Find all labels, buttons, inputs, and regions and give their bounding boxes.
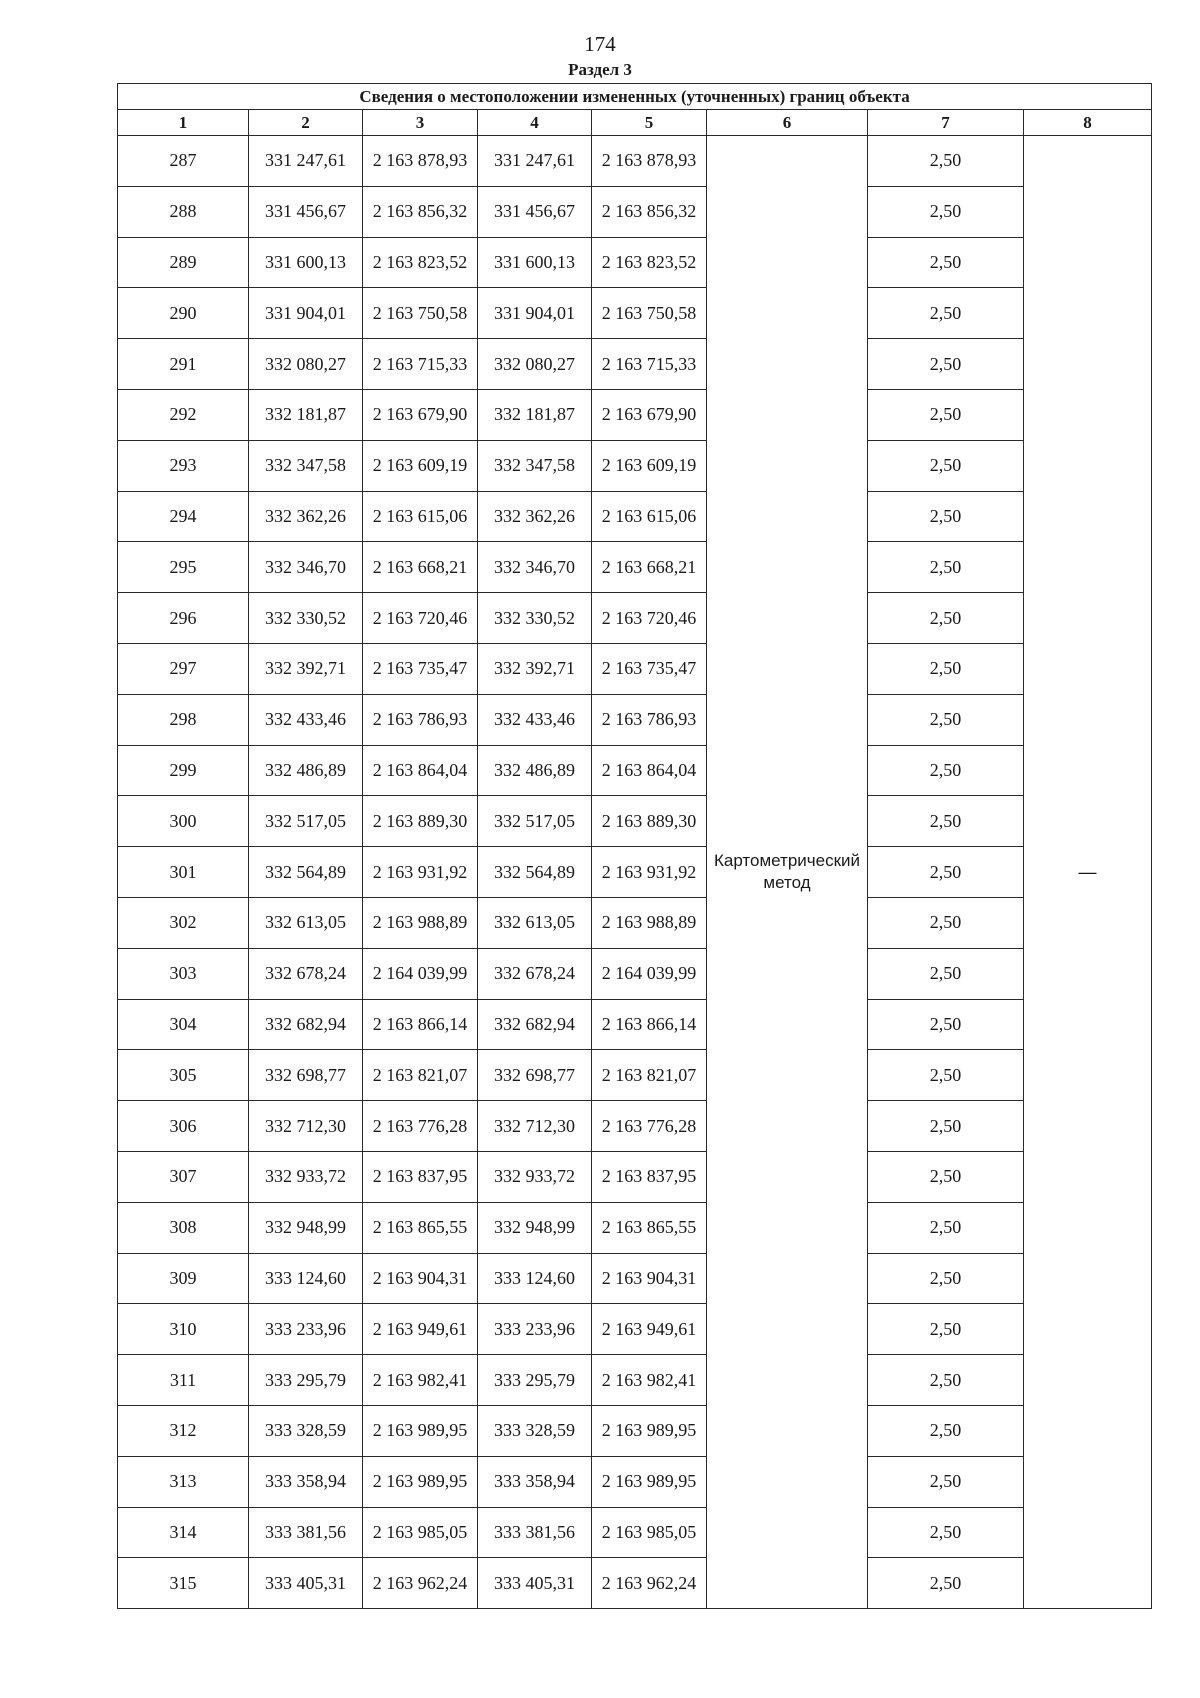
method-cell: Картометрический метод [707,136,868,1609]
y-existing-cell: 2 163 889,30 [363,796,478,847]
table-row [118,186,1152,237]
y-existing-cell: 2 163 985,05 [363,1507,478,1558]
y-refined-cell: 2 163 821,07 [592,1050,707,1101]
point-number-cell: 295 [118,542,249,593]
table-row [118,643,1152,694]
y-existing-cell: 2 163 856,32 [363,186,478,237]
x-refined-cell: 331 904,01 [478,288,592,339]
column-number-6: 6 [707,110,868,136]
x-existing-cell: 332 933,72 [249,1151,363,1202]
column-number-5: 5 [592,110,707,136]
table-row [118,1253,1152,1304]
x-refined-cell: 332 181,87 [478,389,592,440]
table-row [118,491,1152,542]
table-row [118,1304,1152,1355]
x-existing-cell: 332 392,71 [249,643,363,694]
y-existing-cell: 2 163 988,89 [363,897,478,948]
x-existing-cell: 333 124,60 [249,1253,363,1304]
x-refined-cell: 331 247,61 [478,136,592,187]
y-existing-cell: 2 163 866,14 [363,999,478,1050]
x-existing-cell: 333 295,79 [249,1355,363,1406]
x-refined-cell: 332 346,70 [478,542,592,593]
x-refined-cell: 332 080,27 [478,339,592,390]
y-existing-cell: 2 163 865,55 [363,1202,478,1253]
y-refined-cell: 2 164 039,99 [592,948,707,999]
y-existing-cell: 2 163 931,92 [363,847,478,898]
accuracy-cell: 2,50 [868,136,1024,187]
table-row [118,339,1152,390]
point-number-cell: 293 [118,440,249,491]
y-existing-cell: 2 163 878,93 [363,136,478,187]
point-number-cell: 312 [118,1405,249,1456]
x-existing-cell: 333 405,31 [249,1558,363,1609]
point-number-cell: 305 [118,1050,249,1101]
x-existing-cell: 333 328,59 [249,1405,363,1456]
y-existing-cell: 2 163 962,24 [363,1558,478,1609]
accuracy-cell: 2,50 [868,948,1024,999]
table-row [118,999,1152,1050]
point-number-cell: 288 [118,186,249,237]
y-refined-cell: 2 163 878,93 [592,136,707,187]
y-refined-cell: 2 163 982,41 [592,1355,707,1406]
accuracy-cell: 2,50 [868,491,1024,542]
accuracy-cell: 2,50 [868,389,1024,440]
y-refined-cell: 2 163 931,92 [592,847,707,898]
table-row [118,237,1152,288]
column-number-2: 2 [249,110,363,136]
accuracy-cell: 2,50 [868,1405,1024,1456]
point-number-cell: 306 [118,1101,249,1152]
point-number-cell: 300 [118,796,249,847]
point-number-cell: 314 [118,1507,249,1558]
accuracy-cell: 2,50 [868,440,1024,491]
point-number-cell: 315 [118,1558,249,1609]
x-refined-cell: 332 682,94 [478,999,592,1050]
table-row [118,1101,1152,1152]
x-existing-cell: 332 362,26 [249,491,363,542]
accuracy-cell: 2,50 [868,339,1024,390]
x-refined-cell: 332 613,05 [478,897,592,948]
y-refined-cell: 2 163 856,32 [592,186,707,237]
column-number-8: 8 [1024,110,1152,136]
y-refined-cell: 2 163 949,61 [592,1304,707,1355]
x-refined-cell: 333 358,94 [478,1456,592,1507]
table-row [118,694,1152,745]
y-refined-cell: 2 163 989,95 [592,1456,707,1507]
point-number-cell: 299 [118,745,249,796]
accuracy-cell: 2,50 [868,1151,1024,1202]
x-refined-cell: 332 564,89 [478,847,592,898]
table-row [118,288,1152,339]
column-number-1: 1 [118,110,249,136]
x-refined-cell: 332 698,77 [478,1050,592,1101]
y-refined-cell: 2 163 609,19 [592,440,707,491]
table-row [118,745,1152,796]
y-existing-cell: 2 163 823,52 [363,237,478,288]
x-existing-cell: 332 613,05 [249,897,363,948]
y-existing-cell: 2 163 735,47 [363,643,478,694]
table-body [118,136,1152,1609]
y-existing-cell: 2 164 039,99 [363,948,478,999]
table-row [118,1507,1152,1558]
table-row [118,593,1152,644]
y-existing-cell: 2 163 615,06 [363,491,478,542]
accuracy-cell: 2,50 [868,745,1024,796]
accuracy-cell: 2,50 [868,694,1024,745]
y-refined-cell: 2 163 750,58 [592,288,707,339]
point-number-cell: 313 [118,1456,249,1507]
table-row [118,1151,1152,1202]
point-number-cell: 294 [118,491,249,542]
y-existing-cell: 2 163 982,41 [363,1355,478,1406]
accuracy-cell: 2,50 [868,593,1024,644]
y-existing-cell: 2 163 668,21 [363,542,478,593]
x-existing-cell: 332 433,46 [249,694,363,745]
table-row [118,1558,1152,1609]
y-refined-cell: 2 163 889,30 [592,796,707,847]
y-existing-cell: 2 163 776,28 [363,1101,478,1152]
y-existing-cell: 2 163 609,19 [363,440,478,491]
x-existing-cell: 331 247,61 [249,136,363,187]
x-refined-cell: 332 486,89 [478,745,592,796]
y-refined-cell: 2 163 776,28 [592,1101,707,1152]
y-existing-cell: 2 163 989,95 [363,1405,478,1456]
x-existing-cell: 332 181,87 [249,389,363,440]
accuracy-cell: 2,50 [868,999,1024,1050]
point-number-cell: 301 [118,847,249,898]
x-refined-cell: 333 295,79 [478,1355,592,1406]
x-existing-cell: 333 358,94 [249,1456,363,1507]
y-refined-cell: 2 163 865,55 [592,1202,707,1253]
table-row [118,796,1152,847]
section-title: Раздел 3 [568,60,632,79]
y-existing-cell: 2 163 715,33 [363,339,478,390]
y-refined-cell: 2 163 668,21 [592,542,707,593]
table-row [118,1456,1152,1507]
accuracy-cell: 2,50 [868,643,1024,694]
x-refined-cell: 333 381,56 [478,1507,592,1558]
x-existing-cell: 332 682,94 [249,999,363,1050]
y-refined-cell: 2 163 837,95 [592,1151,707,1202]
accuracy-cell: 2,50 [868,847,1024,898]
table-title: Сведения о местоположении измененных (уточненных) границ объекта [118,84,1152,110]
x-refined-cell: 332 933,72 [478,1151,592,1202]
y-refined-cell: 2 163 988,89 [592,897,707,948]
x-existing-cell: 332 517,05 [249,796,363,847]
x-refined-cell: 332 948,99 [478,1202,592,1253]
column-number-4: 4 [478,110,592,136]
point-number-cell: 302 [118,897,249,948]
accuracy-cell: 2,50 [868,897,1024,948]
accuracy-cell: 2,50 [868,288,1024,339]
table-row [118,542,1152,593]
x-refined-cell: 331 456,67 [478,186,592,237]
x-refined-cell: 333 405,31 [478,1558,592,1609]
x-refined-cell: 332 362,26 [478,491,592,542]
table-row [118,1202,1152,1253]
x-existing-cell: 332 564,89 [249,847,363,898]
accuracy-cell: 2,50 [868,1304,1024,1355]
table-row [118,1355,1152,1406]
x-existing-cell: 332 346,70 [249,542,363,593]
y-existing-cell: 2 163 786,93 [363,694,478,745]
x-refined-cell: 332 347,58 [478,440,592,491]
accuracy-cell: 2,50 [868,1101,1024,1152]
point-number-cell: 287 [118,136,249,187]
note-cell: — [1024,136,1152,1609]
x-existing-cell: 332 080,27 [249,339,363,390]
y-existing-cell: 2 163 904,31 [363,1253,478,1304]
point-number-cell: 296 [118,593,249,644]
point-number-cell: 311 [118,1355,249,1406]
x-existing-cell: 333 233,96 [249,1304,363,1355]
x-refined-cell: 333 124,60 [478,1253,592,1304]
table-row [118,389,1152,440]
point-number-cell: 292 [118,389,249,440]
y-existing-cell: 2 163 821,07 [363,1050,478,1101]
x-refined-cell: 332 433,46 [478,694,592,745]
table-row [118,1050,1152,1101]
y-refined-cell: 2 163 823,52 [592,237,707,288]
table-row [118,948,1152,999]
x-existing-cell: 331 904,01 [249,288,363,339]
x-existing-cell: 333 381,56 [249,1507,363,1558]
accuracy-cell: 2,50 [868,796,1024,847]
accuracy-cell: 2,50 [868,1558,1024,1609]
point-number-cell: 310 [118,1304,249,1355]
x-existing-cell: 331 600,13 [249,237,363,288]
table-row [118,440,1152,491]
x-existing-cell: 332 347,58 [249,440,363,491]
point-number-cell: 308 [118,1202,249,1253]
point-number-cell: 307 [118,1151,249,1202]
y-refined-cell: 2 163 985,05 [592,1507,707,1558]
x-refined-cell: 333 328,59 [478,1405,592,1456]
column-number-7: 7 [868,110,1024,136]
x-refined-cell: 332 392,71 [478,643,592,694]
x-existing-cell: 332 486,89 [249,745,363,796]
page-number: 174 [584,32,616,56]
y-existing-cell: 2 163 864,04 [363,745,478,796]
y-refined-cell: 2 163 679,90 [592,389,707,440]
y-refined-cell: 2 163 720,46 [592,593,707,644]
point-number-cell: 304 [118,999,249,1050]
point-number-cell: 290 [118,288,249,339]
table-title-row [118,84,1152,110]
x-refined-cell: 331 600,13 [478,237,592,288]
point-number-cell: 291 [118,339,249,390]
x-existing-cell: 331 456,67 [249,186,363,237]
y-refined-cell: 2 163 866,14 [592,999,707,1050]
point-number-cell: 309 [118,1253,249,1304]
x-existing-cell: 332 698,77 [249,1050,363,1101]
y-refined-cell: 2 163 904,31 [592,1253,707,1304]
accuracy-cell: 2,50 [868,237,1024,288]
y-existing-cell: 2 163 949,61 [363,1304,478,1355]
x-existing-cell: 332 678,24 [249,948,363,999]
x-refined-cell: 332 330,52 [478,593,592,644]
y-refined-cell: 2 163 735,47 [592,643,707,694]
accuracy-cell: 2,50 [868,186,1024,237]
table-row [118,136,1152,187]
x-existing-cell: 332 712,30 [249,1101,363,1152]
table-row [118,847,1152,898]
y-refined-cell: 2 163 786,93 [592,694,707,745]
y-existing-cell: 2 163 720,46 [363,593,478,644]
point-number-cell: 289 [118,237,249,288]
table-row [118,897,1152,948]
accuracy-cell: 2,50 [868,1355,1024,1406]
x-refined-cell: 332 712,30 [478,1101,592,1152]
y-refined-cell: 2 163 715,33 [592,339,707,390]
x-refined-cell: 333 233,96 [478,1304,592,1355]
point-number-cell: 303 [118,948,249,999]
accuracy-cell: 2,50 [868,1253,1024,1304]
accuracy-cell: 2,50 [868,1202,1024,1253]
y-refined-cell: 2 163 864,04 [592,745,707,796]
x-refined-cell: 332 517,05 [478,796,592,847]
y-existing-cell: 2 163 837,95 [363,1151,478,1202]
x-existing-cell: 332 948,99 [249,1202,363,1253]
accuracy-cell: 2,50 [868,1456,1024,1507]
accuracy-cell: 2,50 [868,542,1024,593]
table-row [118,1405,1152,1456]
y-existing-cell: 2 163 679,90 [363,389,478,440]
point-number-cell: 298 [118,694,249,745]
y-existing-cell: 2 163 989,95 [363,1456,478,1507]
y-refined-cell: 2 163 962,24 [592,1558,707,1609]
accuracy-cell: 2,50 [868,1507,1024,1558]
column-number-3: 3 [363,110,478,136]
coordinates-table [117,83,1152,1609]
x-refined-cell: 332 678,24 [478,948,592,999]
y-refined-cell: 2 163 989,95 [592,1405,707,1456]
y-existing-cell: 2 163 750,58 [363,288,478,339]
y-refined-cell: 2 163 615,06 [592,491,707,542]
point-number-cell: 297 [118,643,249,694]
accuracy-cell: 2,50 [868,1050,1024,1101]
column-number-row [118,110,1152,136]
x-existing-cell: 332 330,52 [249,593,363,644]
